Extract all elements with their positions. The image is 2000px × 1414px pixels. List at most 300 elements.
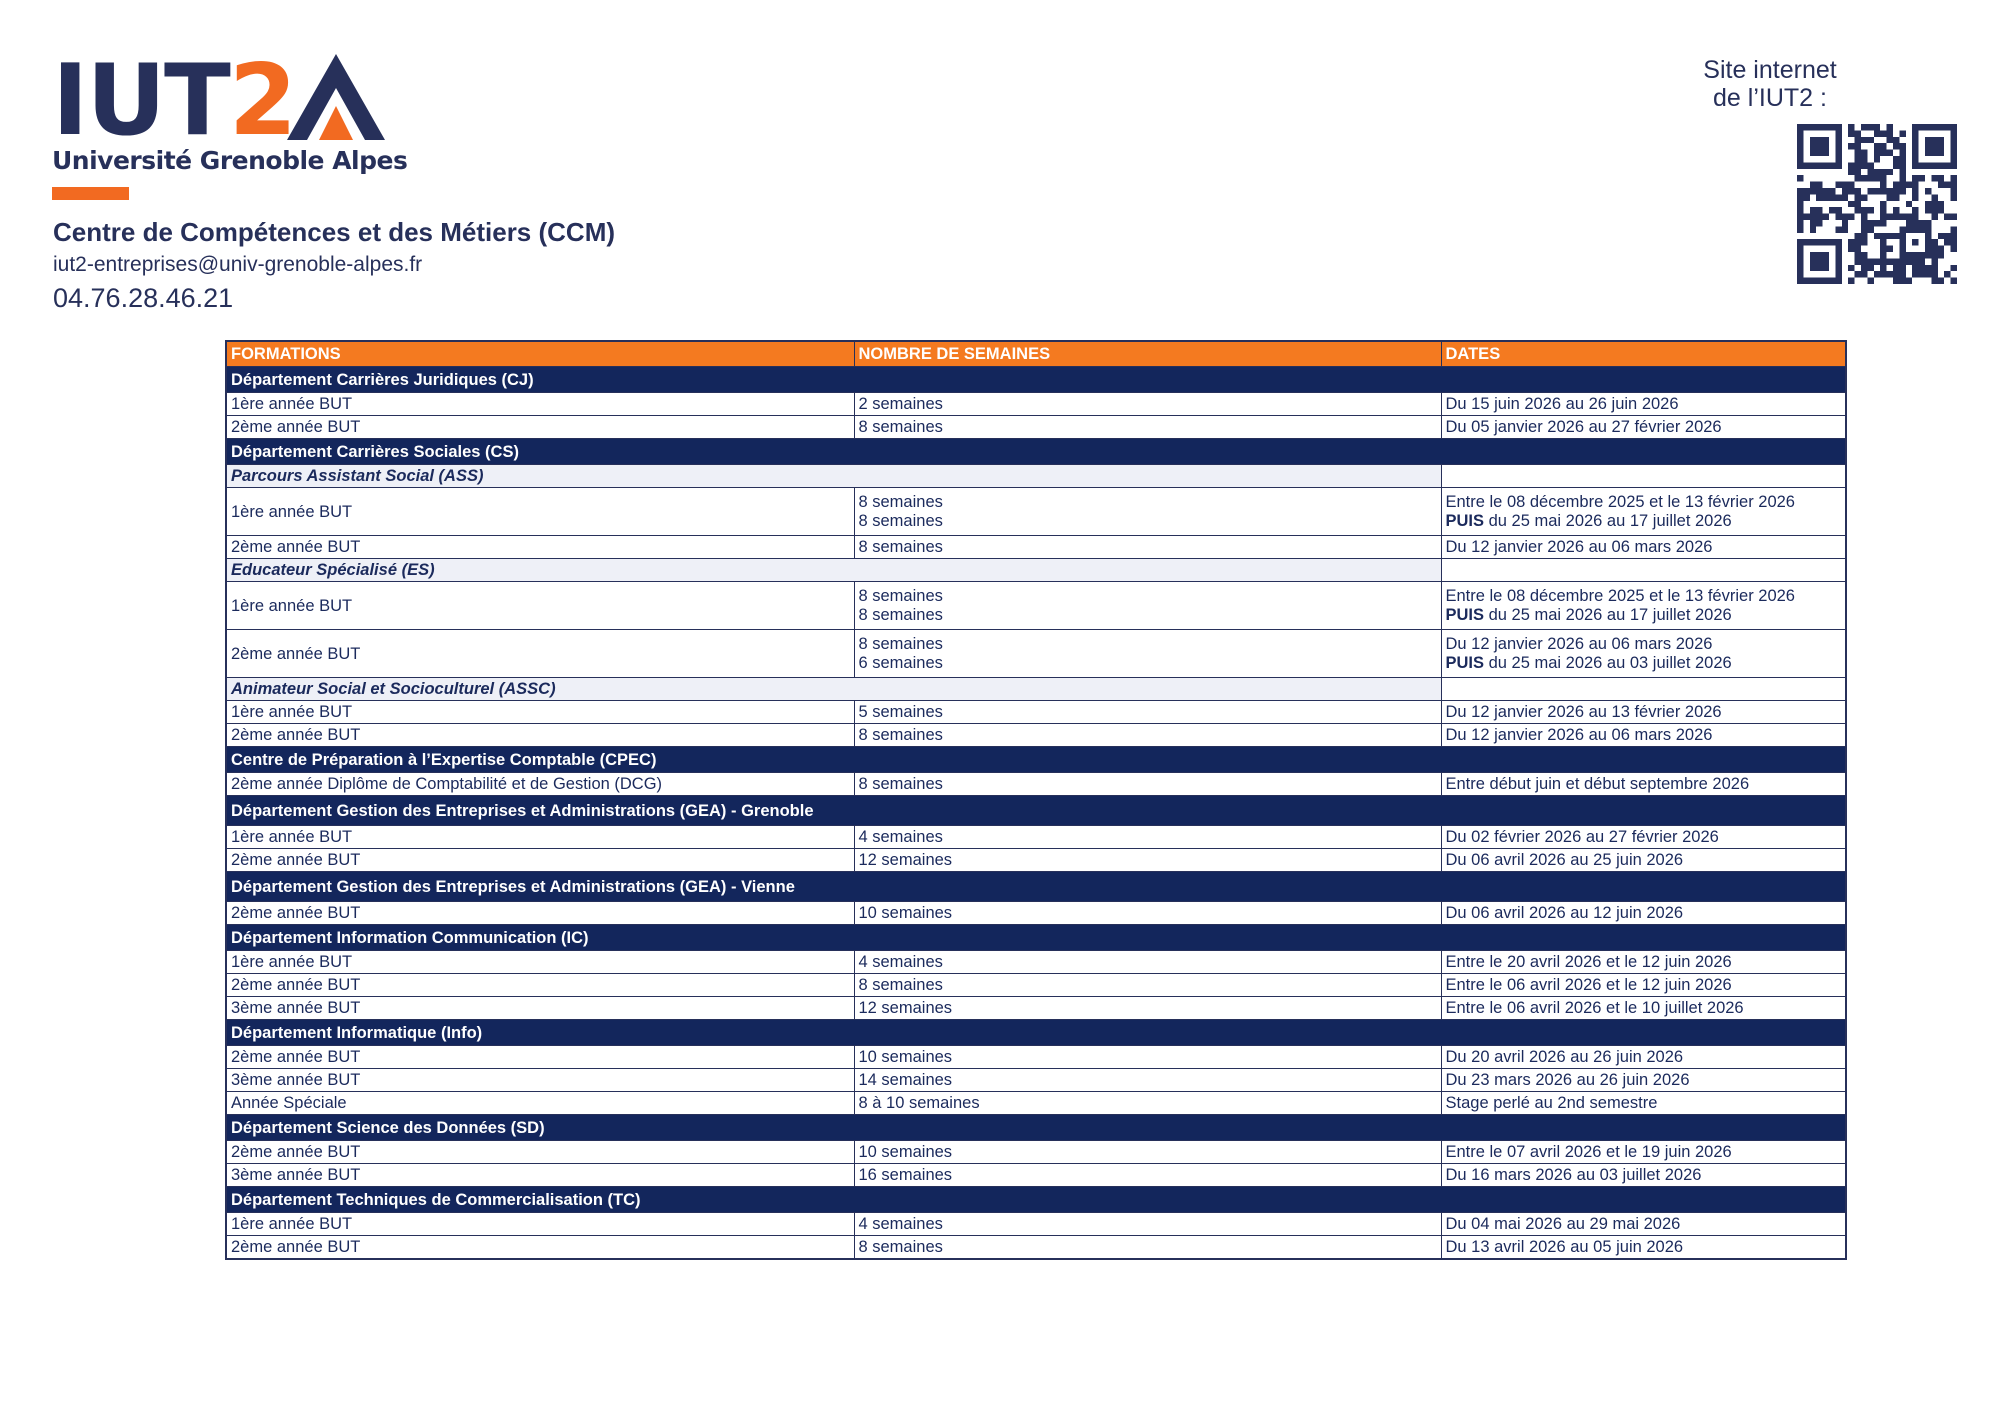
weeks-cell: 8 semaines — [854, 724, 1441, 747]
accent-bar — [52, 187, 129, 200]
table-row — [226, 416, 1846, 439]
department-title: Centre de Préparation à l’Expertise Comptable (CPEC) — [226, 747, 1846, 773]
department-row — [226, 1020, 1846, 1046]
qr-module — [1899, 188, 1905, 194]
qr-module — [1848, 124, 1854, 130]
qr-module — [1944, 182, 1950, 188]
qr-module — [1848, 143, 1854, 149]
qr-module — [1951, 188, 1957, 194]
qr-module — [1797, 188, 1803, 194]
qr-module — [1797, 201, 1803, 207]
department-title: Département Science des Données (SD) — [226, 1115, 1846, 1141]
weeks-line: 6 semaines — [858, 654, 943, 672]
qr-module — [1931, 271, 1937, 277]
qr-code-icon[interactable] — [1797, 124, 1957, 284]
qr-module — [1951, 214, 1957, 220]
qr-module — [1835, 226, 1841, 232]
dates-cell: Du 05 janvier 2026 au 27 février 2026 — [1441, 416, 1846, 439]
table-row — [226, 1236, 1846, 1260]
weeks-cell: 8 semaines — [854, 773, 1441, 796]
qr-module — [1823, 214, 1829, 220]
qr-module — [1816, 207, 1822, 213]
weeks-cell — [854, 488, 1441, 536]
formation-cell: Année Spéciale — [226, 1092, 854, 1115]
qr-module — [1848, 201, 1854, 207]
puis-label: PUIS — [1445, 654, 1485, 672]
dates-cell: Du 13 avril 2026 au 05 juin 2026 — [1441, 1236, 1846, 1260]
formation-cell: 1ère année BUT — [226, 1213, 854, 1236]
qr-module — [1919, 175, 1925, 181]
department-row — [226, 1115, 1846, 1141]
qr-module — [1893, 278, 1899, 284]
weeks-line: 8 semaines — [858, 635, 943, 653]
qr-module — [1855, 233, 1861, 239]
qr-module — [1861, 156, 1867, 162]
qr-module — [1855, 258, 1861, 264]
qr-module — [1855, 207, 1861, 213]
formation-cell: 3ème année BUT — [226, 1164, 854, 1187]
qr-module — [1893, 137, 1899, 143]
weeks-cell: 2 semaines — [854, 393, 1441, 416]
qr-module — [1842, 194, 1848, 200]
qr-module — [1880, 143, 1886, 149]
dates-cell: Du 12 janvier 2026 au 13 février 2026 — [1441, 701, 1846, 724]
formation-cell: 1ère année BUT — [226, 826, 854, 849]
qr-module — [1880, 130, 1886, 136]
qr-module — [1887, 137, 1893, 143]
qr-module — [1867, 169, 1873, 175]
department-row — [226, 925, 1846, 951]
qr-module — [1912, 214, 1918, 220]
qr-module — [1899, 175, 1905, 181]
qr-module — [1906, 278, 1912, 284]
table-row — [226, 826, 1846, 849]
department-row — [226, 439, 1846, 465]
dates-text: du 25 mai 2026 au 17 juillet 2026 — [1484, 606, 1732, 624]
dates-line — [1446, 512, 1842, 531]
table-row — [226, 1164, 1846, 1187]
qr-module — [1861, 124, 1867, 130]
qr-module — [1848, 169, 1854, 175]
qr-module — [1931, 194, 1937, 200]
qr-module — [1893, 182, 1899, 188]
qr-module — [1951, 233, 1957, 239]
qr-module — [1906, 220, 1912, 226]
qr-module — [1855, 130, 1861, 136]
qr-module — [1906, 214, 1912, 220]
qr-module — [1938, 207, 1944, 213]
formation-cell: 3ème année BUT — [226, 997, 854, 1020]
department-title: Département Techniques de Commercialisation (TC) — [226, 1187, 1846, 1213]
qr-module — [1880, 258, 1886, 264]
table-row — [226, 974, 1846, 997]
weeks-cell: 4 semaines — [854, 826, 1441, 849]
dates-cell: Du 02 février 2026 au 27 février 2026 — [1441, 826, 1846, 849]
dates-cell: Entre le 06 avril 2026 et le 12 juin 2026 — [1441, 974, 1846, 997]
dates-line: Entre le 08 décembre 2025 et le 13 février 2026 — [1445, 587, 1795, 605]
qr-module — [1874, 271, 1880, 277]
qr-module — [1925, 271, 1931, 277]
subsection-row — [226, 678, 1846, 701]
subsection-row — [226, 465, 1846, 488]
qr-module — [1906, 201, 1912, 207]
qr-module — [1893, 207, 1899, 213]
qr-module — [1893, 188, 1899, 194]
qr-module — [1880, 207, 1886, 213]
qr-module — [1880, 271, 1886, 277]
qr-module — [1912, 175, 1918, 181]
qr-module — [1835, 182, 1841, 188]
dates-cell: Du 06 avril 2026 au 12 juin 2026 — [1441, 902, 1846, 925]
table-row — [226, 951, 1846, 974]
qr-module — [1867, 220, 1873, 226]
qr-module — [1848, 265, 1854, 271]
qr-module — [1893, 194, 1899, 200]
qr-module — [1861, 175, 1867, 181]
qr-module — [1874, 258, 1880, 264]
qr-module — [1938, 246, 1944, 252]
qr-module — [1867, 265, 1873, 271]
department-title: Département Gestion des Entreprises et Administrations (GEA) - Grenoble — [226, 796, 1846, 826]
qr-module — [1842, 226, 1848, 232]
qr-module — [1899, 150, 1905, 156]
qr-module — [1938, 233, 1944, 239]
qr-module — [1861, 226, 1867, 232]
table-row — [226, 997, 1846, 1020]
weeks-cell: 14 semaines — [854, 1069, 1441, 1092]
weeks-cell: 12 semaines — [854, 849, 1441, 872]
qr-module — [1893, 162, 1899, 168]
qr-module — [1880, 150, 1886, 156]
subsection-row — [226, 559, 1846, 582]
qr-module — [1931, 246, 1937, 252]
qr-module — [1893, 258, 1899, 264]
qr-module — [1874, 156, 1880, 162]
qr-module — [1861, 252, 1867, 258]
qr-module — [1880, 214, 1886, 220]
table-row — [226, 393, 1846, 416]
qr-module — [1880, 252, 1886, 258]
qr-module — [1874, 188, 1880, 194]
qr-module — [1912, 182, 1918, 188]
qr-module — [1899, 162, 1905, 168]
qr-module — [1887, 271, 1893, 277]
qr-module — [1893, 214, 1899, 220]
qr-module — [1861, 220, 1867, 226]
qr-module — [1931, 252, 1937, 258]
qr-module — [1816, 214, 1822, 220]
qr-module — [1887, 130, 1893, 136]
qr-module — [1931, 265, 1937, 271]
qr-module — [1848, 182, 1854, 188]
qr-module — [1880, 169, 1886, 175]
qr-module — [1912, 258, 1918, 264]
qr-module — [1944, 233, 1950, 239]
dates-cell — [1441, 488, 1846, 536]
qr-module — [1899, 271, 1905, 277]
qr-module — [1887, 194, 1893, 200]
qr-module — [1829, 207, 1835, 213]
logo-subtitle: Université Grenoble Alpes — [52, 146, 408, 175]
qr-module — [1880, 246, 1886, 252]
qr-finder — [1810, 252, 1829, 271]
weeks-line: 8 semaines — [858, 493, 943, 511]
qr-module — [1797, 207, 1803, 213]
formation-cell: 2ème année BUT — [226, 974, 854, 997]
department-row — [226, 872, 1846, 902]
qr-module — [1861, 207, 1867, 213]
qr-module — [1855, 201, 1861, 207]
schedule-table — [225, 340, 1847, 1260]
mountain-logo-icon — [287, 54, 385, 146]
qr-module — [1797, 214, 1803, 220]
qr-module — [1823, 188, 1829, 194]
formation-cell: 3ème année BUT — [226, 1069, 854, 1092]
qr-module — [1842, 188, 1848, 194]
qr-module — [1842, 214, 1848, 220]
dates-text: du 25 mai 2026 au 17 juillet 2026 — [1484, 512, 1732, 530]
weeks-cell — [854, 630, 1441, 678]
qr-module — [1803, 214, 1809, 220]
qr-module — [1919, 220, 1925, 226]
puis-label: PUIS — [1445, 606, 1485, 624]
qr-module — [1874, 124, 1880, 130]
subsection-title: Educateur Spécialisé (ES) — [226, 559, 1441, 582]
department-title: Département Carrières Sociales (CS) — [226, 439, 1846, 465]
weeks-line: 8 semaines — [858, 606, 943, 624]
qr-module — [1848, 278, 1854, 284]
qr-module — [1855, 271, 1861, 277]
qr-module — [1855, 246, 1861, 252]
qr-module — [1899, 143, 1905, 149]
qr-module — [1867, 226, 1873, 232]
qr-module — [1899, 278, 1905, 284]
qr-module — [1797, 175, 1803, 181]
dates-cell: Stage perlé au 2nd semestre — [1441, 1092, 1846, 1115]
table-row — [226, 773, 1846, 796]
table-row — [226, 1092, 1846, 1115]
qr-module — [1810, 214, 1816, 220]
qr-module — [1835, 194, 1841, 200]
qr-module — [1848, 239, 1854, 245]
qr-module — [1944, 271, 1950, 277]
qr-module — [1912, 207, 1918, 213]
qr-module — [1874, 220, 1880, 226]
qr-module — [1931, 239, 1937, 245]
qr-module — [1855, 252, 1861, 258]
formation-cell: 1ère année BUT — [226, 701, 854, 724]
dates-cell: Du 20 avril 2026 au 26 juin 2026 — [1441, 1046, 1846, 1069]
weeks-cell: 8 semaines — [854, 416, 1441, 439]
header-weeks: NOMBRE DE SEMAINES — [854, 341, 1441, 367]
dates-cell: Entre le 07 avril 2026 et le 19 juin 2026 — [1441, 1141, 1846, 1164]
weeks-cell: 10 semaines — [854, 902, 1441, 925]
formation-cell: 2ème année BUT — [226, 724, 854, 747]
qr-module — [1893, 143, 1899, 149]
qr-module — [1880, 233, 1886, 239]
qr-module — [1938, 252, 1944, 258]
qr-module — [1925, 201, 1931, 207]
dates-cell: Du 15 juin 2026 au 26 juin 2026 — [1441, 393, 1846, 416]
weeks-cell: 8 semaines — [854, 1236, 1441, 1260]
department-title: Département Information Communication (IC) — [226, 925, 1846, 951]
header-formations: FORMATIONS — [226, 341, 854, 367]
qr-module — [1810, 188, 1816, 194]
qr-module — [1867, 137, 1873, 143]
qr-module — [1803, 194, 1809, 200]
qr-module — [1912, 194, 1918, 200]
weeks-cell: 4 semaines — [854, 951, 1441, 974]
qr-module — [1855, 150, 1861, 156]
weeks-line: 8 semaines — [858, 512, 943, 530]
table-row — [226, 902, 1846, 925]
formation-cell: 2ème année BUT — [226, 902, 854, 925]
formation-cell: 2ème année BUT — [226, 849, 854, 872]
qr-module — [1874, 233, 1880, 239]
dates-cell: Entre le 20 avril 2026 et le 12 juin 2026 — [1441, 951, 1846, 974]
qr-module — [1829, 188, 1835, 194]
qr-module — [1810, 226, 1816, 232]
formation-cell: 2ème année BUT — [226, 1141, 854, 1164]
qr-module — [1810, 220, 1816, 226]
formation-cell: 1ère année BUT — [226, 393, 854, 416]
qr-module — [1855, 143, 1861, 149]
dates-cell: Du 12 janvier 2026 au 06 mars 2026 — [1441, 724, 1846, 747]
dates-cell: Du 16 mars 2026 au 03 juillet 2026 — [1441, 1164, 1846, 1187]
formation-cell: 1ère année BUT — [226, 582, 854, 630]
qr-module — [1835, 207, 1841, 213]
qr-module — [1861, 194, 1867, 200]
department-row — [226, 796, 1846, 826]
qr-module — [1893, 265, 1899, 271]
qr-module — [1938, 175, 1944, 181]
qr-module — [1861, 214, 1867, 220]
qr-module — [1855, 194, 1861, 200]
qr-module — [1887, 214, 1893, 220]
qr-module — [1931, 278, 1937, 284]
table-row — [226, 1069, 1846, 1092]
qr-module — [1880, 175, 1886, 181]
qr-module — [1867, 207, 1873, 213]
qr-module — [1919, 258, 1925, 264]
weeks-cell: 5 semaines — [854, 701, 1441, 724]
department-row — [226, 747, 1846, 773]
qr-module — [1931, 207, 1937, 213]
ccm-email[interactable]: iut2-entreprises@univ-grenoble-alpes.fr — [53, 253, 423, 276]
qr-module — [1823, 194, 1829, 200]
qr-module — [1861, 271, 1867, 277]
qr-module — [1951, 246, 1957, 252]
qr-alignment — [1912, 239, 1918, 245]
qr-module — [1867, 278, 1873, 284]
qr-module — [1874, 143, 1880, 149]
qr-module — [1899, 156, 1905, 162]
qr-module — [1816, 182, 1822, 188]
qr-module — [1867, 175, 1873, 181]
qr-module — [1951, 226, 1957, 232]
qr-module — [1861, 150, 1867, 156]
qr-module — [1848, 162, 1854, 168]
qr-module — [1931, 175, 1937, 181]
table-row — [226, 1213, 1846, 1236]
qr-module — [1925, 265, 1931, 271]
qr-module — [1899, 169, 1905, 175]
qr-module — [1855, 175, 1861, 181]
qr-module — [1867, 124, 1873, 130]
table-row — [226, 1046, 1846, 1069]
qr-module — [1810, 182, 1816, 188]
department-title: Département Carrières Juridiques (CJ) — [226, 367, 1846, 393]
qr-module — [1855, 188, 1861, 194]
qr-module — [1887, 124, 1893, 130]
qr-module — [1951, 182, 1957, 188]
qr-module — [1951, 265, 1957, 271]
weeks-cell: 10 semaines — [854, 1046, 1441, 1069]
weeks-cell: 4 semaines — [854, 1213, 1441, 1236]
header-dates: DATES — [1441, 341, 1846, 367]
dates-cell: Entre le 06 avril 2026 et le 10 juillet 2026 — [1441, 997, 1846, 1020]
department-row — [226, 1187, 1846, 1213]
qr-module — [1848, 130, 1854, 136]
iut2-logo — [52, 44, 408, 175]
table-row — [226, 1141, 1846, 1164]
formation-cell: 2ème année Diplôme de Comptabilité et de Gestion (DCG) — [226, 773, 854, 796]
dates-line — [1446, 654, 1842, 673]
qr-module — [1874, 130, 1880, 136]
qr-module — [1880, 188, 1886, 194]
qr-module — [1880, 182, 1886, 188]
qr-module — [1867, 258, 1873, 264]
qr-module — [1816, 194, 1822, 200]
qr-module — [1951, 175, 1957, 181]
qr-module — [1880, 265, 1886, 271]
qr-module — [1919, 271, 1925, 277]
qr-module — [1887, 188, 1893, 194]
weeks-cell: 8 semaines — [854, 536, 1441, 559]
qr-module — [1906, 258, 1912, 264]
qr-finder — [1810, 137, 1829, 156]
subsection-empty-cell — [1441, 465, 1846, 488]
qr-module — [1925, 188, 1931, 194]
table-row — [226, 724, 1846, 747]
subsection-empty-cell — [1441, 559, 1846, 582]
formation-cell: 1ère année BUT — [226, 488, 854, 536]
qr-module — [1810, 207, 1816, 213]
ccm-phone[interactable]: 04.76.28.46.21 — [53, 283, 234, 313]
logo-wordmark: IUT2 — [52, 44, 296, 158]
qr-module — [1861, 265, 1867, 271]
qr-module — [1803, 188, 1809, 194]
qr-module — [1906, 182, 1912, 188]
dates-line: Du 12 janvier 2026 au 06 mars 2026 — [1445, 635, 1713, 653]
qr-module — [1925, 220, 1931, 226]
qr-finder — [1925, 137, 1944, 156]
qr-module — [1861, 137, 1867, 143]
formation-cell: 2ème année BUT — [226, 1236, 854, 1260]
qr-module — [1899, 258, 1905, 264]
qr-module — [1848, 246, 1854, 252]
qr-module — [1874, 150, 1880, 156]
qr-module — [1842, 182, 1848, 188]
qr-module — [1797, 220, 1803, 226]
formation-cell: 1ère année BUT — [226, 951, 854, 974]
qr-module — [1887, 150, 1893, 156]
qr-module — [1887, 246, 1893, 252]
weeks-cell: 12 semaines — [854, 997, 1441, 1020]
qr-module — [1887, 258, 1893, 264]
weeks-cell — [854, 582, 1441, 630]
dates-text: du 25 mai 2026 au 03 juillet 2026 — [1484, 654, 1732, 672]
